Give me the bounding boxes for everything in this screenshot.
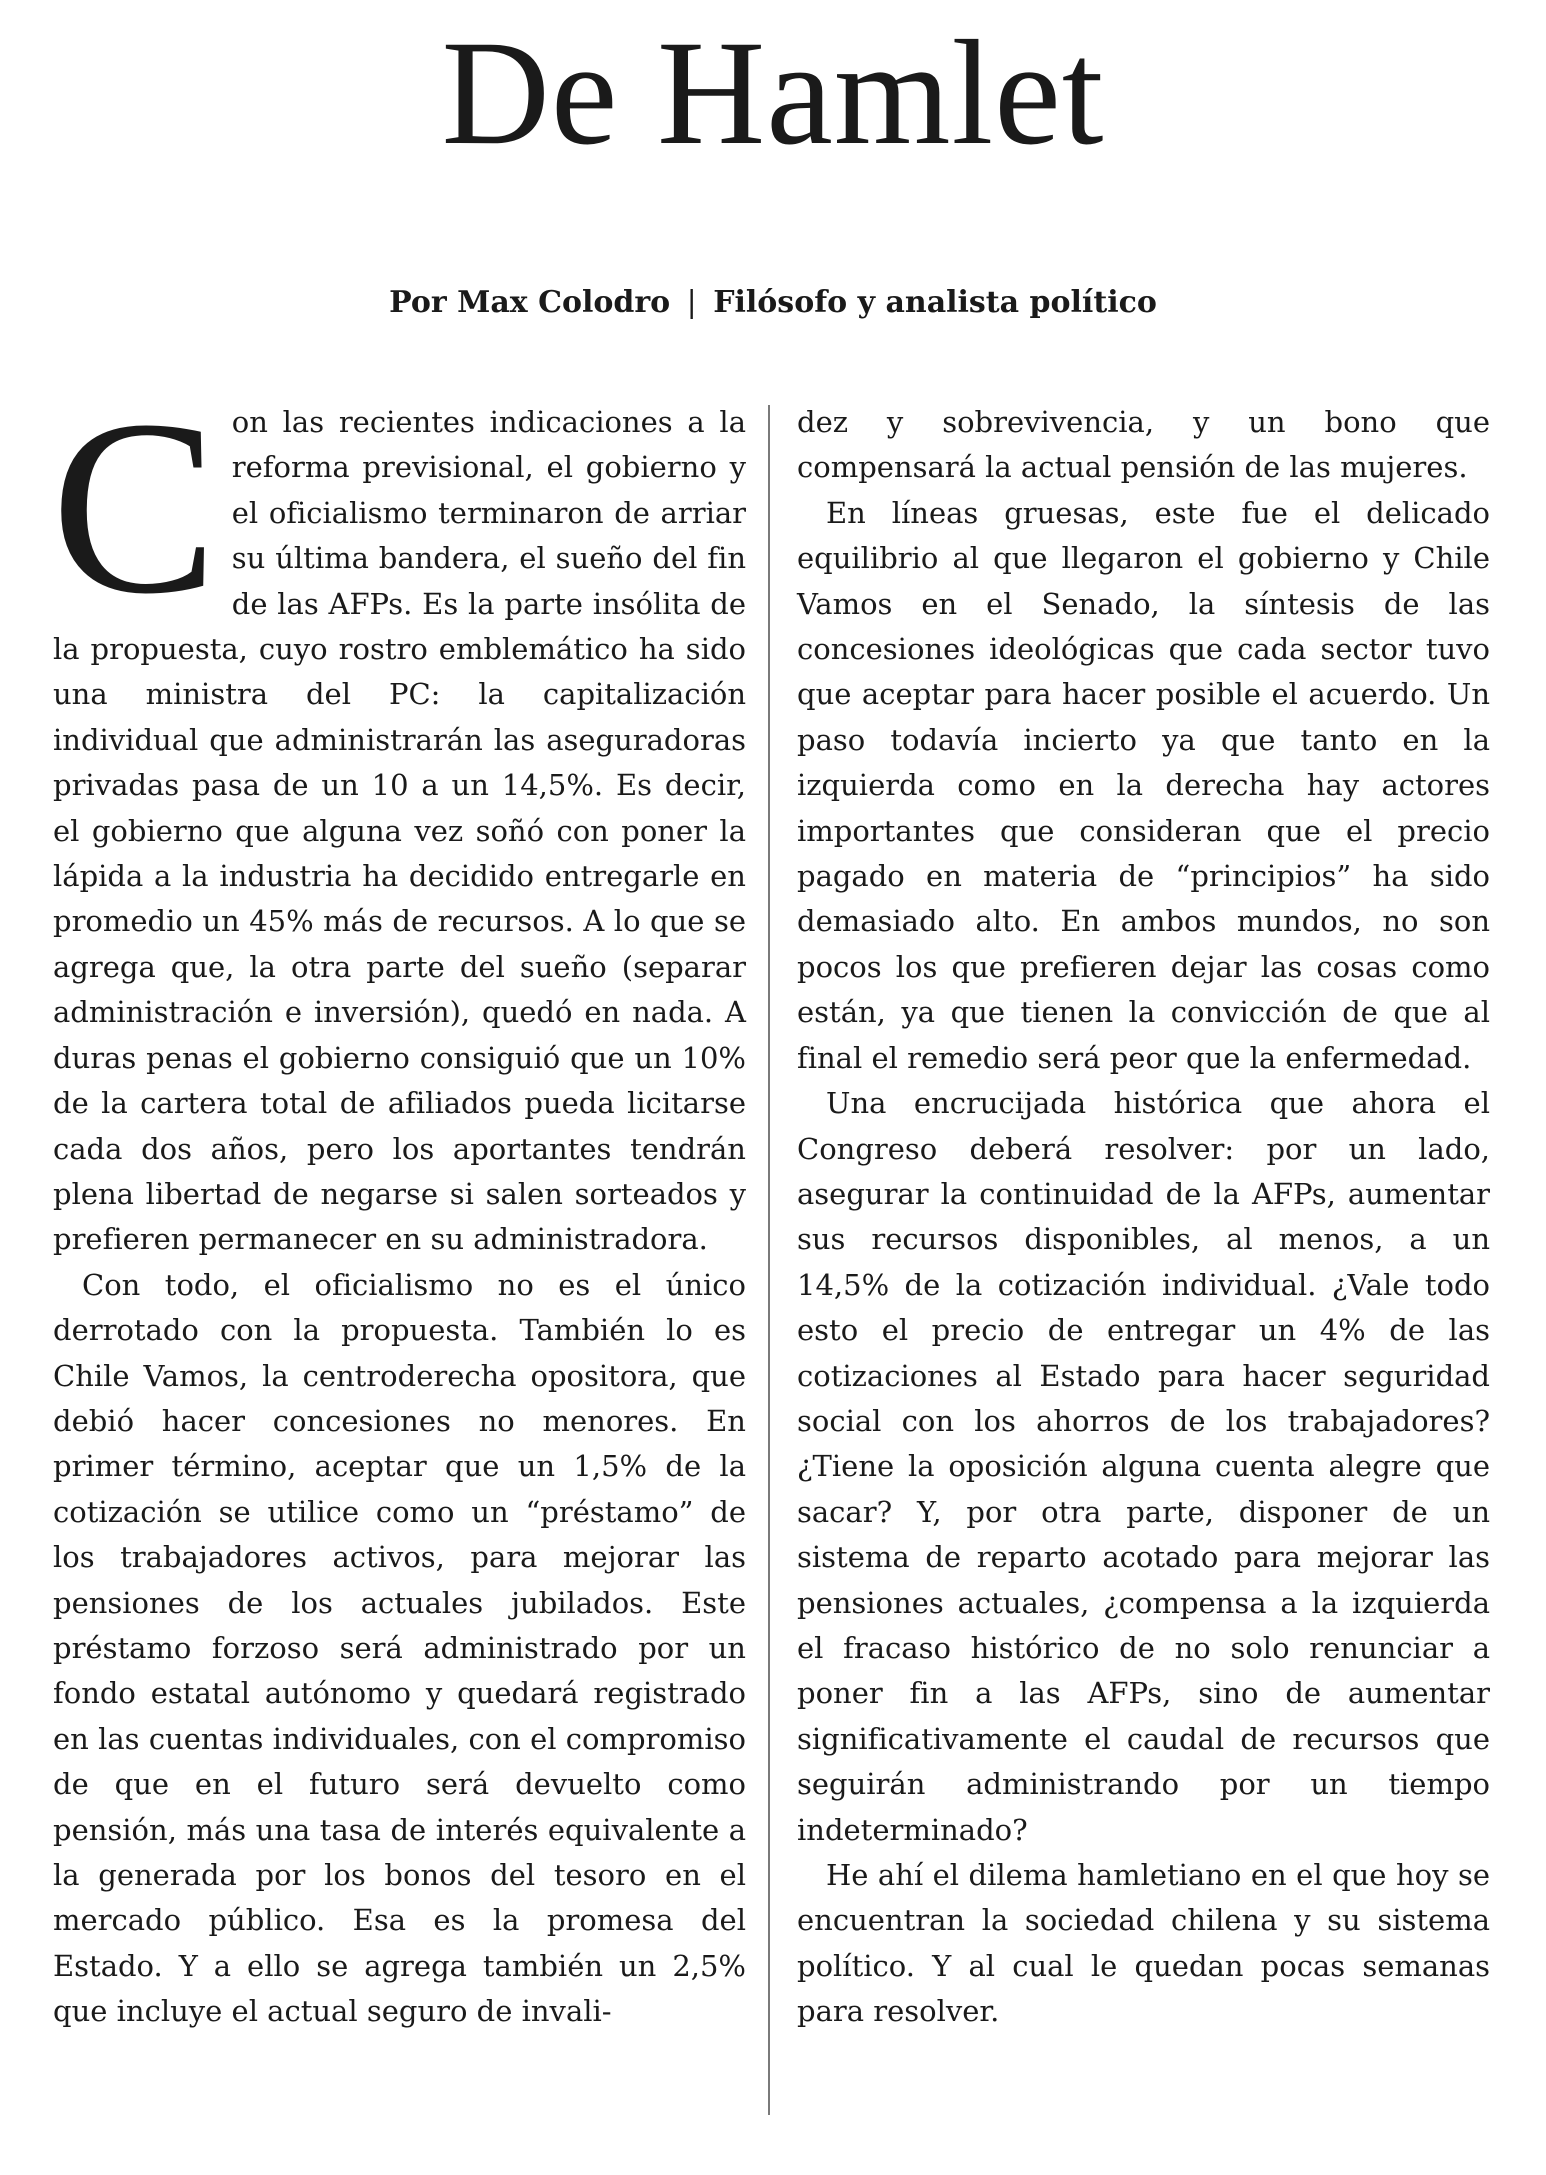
paragraph-1	[51, 369, 746, 1263]
paragraph-2: Con todo, el oficialismo no es el único derrotado con la propuesta. También lo es Chile Vamos, la centroderecha opositora, que debió hacer concesiones no menores. En primer término, aceptar que un 1,5% de la cotización se utilice como un “préstamo” de los trabajadores activos, para mejorar las pensiones de los actuales jubilados. Este préstamo forzoso será administrado por un fondo estatal autónomo y quedará registrado en las cuentas individuales, con el compromiso de que en el futuro será devuelto como pensión, más una tasa de interés equivalente a la generada por los bonos del tesoro en el mercado público. Esa es la promesa del Estado. Y a ello se agrega también un 2,5% que incluye el actual seguro de invali-	[53, 1267, 746, 2029]
paragraph-2-continued: dez y sobrevivencia, y un bono que compensará la actual pensión de las mujeres.	[797, 405, 1490, 485]
article-title: De Hamlet	[441, 10, 1105, 176]
byline	[0, 278, 1546, 328]
paragraph-5: He ahí el dilema hamletiano en el que hoy se encuentran la sociedad chilena y su sistema político. Y al cual le quedan pocas semanas para resolver.	[797, 1858, 1490, 2029]
paragraph-4: Una encrucijada histórica que ahora el Congreso deberá resolver: por un lado, asegurar la continuidad de la AFPs, aumentar sus recursos disponibles, al menos, a un 14,5% de la cotización individual. ¿Vale todo esto el precio de entregar un 4% de las cotizaciones al Estado para hacer seguridad social con los ahorros de los trabajadores? ¿Tiene la oposición alguna cuenta alegre que sacar? Y, por otra parte, disponer de un sistema de reparto acotado para mejorar las pensiones actuales, ¿compensa a la izquierda el fracaso histórico de no solo renunciar a poner fin a las AFPs, sino de aumentar significativamente el caudal de recursos que seguirán administrando por un tiempo indeterminado?	[797, 1086, 1490, 1847]
paragraph-3: En líneas gruesas, este fue el delicado equilibrio al que llegaron el gobierno y Chile Vamos en el Senado, la síntesis de las concesiones ideológicas que cada sector tuvo que aceptar para hacer posible el acuerdo. Un paso todavía incierto ya que tanto en la izquierda como en la derecha hay actores importantes que consideran que el precio pagado en materia de “principios” ha sido demasiado alto. En ambos mundos, no son pocos los que prefieren dejar las cosas como están, ya que tienen la convicción de que al final el remedio será peor que la enfermedad.	[797, 495, 1490, 1075]
byline-author: Por Max Colodro	[389, 285, 671, 320]
byline-separator: |	[686, 285, 697, 320]
drop-cap: C	[51, 369, 218, 646]
byline-role: Filósofo y analista político	[713, 285, 1157, 320]
left-column	[51, 369, 746, 2035]
column-divider	[768, 405, 770, 2115]
right-column	[797, 400, 1490, 2035]
paragraph-1-text: on las recientes indicaciones a la reforma previsional, el gobierno y el oficialismo terminaron de arriar su última bandera, el sueño del fin de las AFPs. Es la parte insólita de la propuesta, cuyo rostro emblemático ha sido una ministra del PC: la capitalización individual que administrarán las aseguradoras privadas pasa de un 10 a un 14,5%. Es decir, el gobierno que alguna vez soñó con poner la lápida a la industria ha decidido entregarle en promedio un 45% más de recursos. A lo que se agrega que, la otra parte del sueño (separar administración e inversión), quedó en nada. A duras penas el gobierno consiguió que un 10% de la cartera total de afiliados pueda licitarse cada dos años, pero los aportantes tendrán plena libertad de negarse si salen sorteados y prefieren permanecer en su administradora.	[53, 405, 746, 1257]
